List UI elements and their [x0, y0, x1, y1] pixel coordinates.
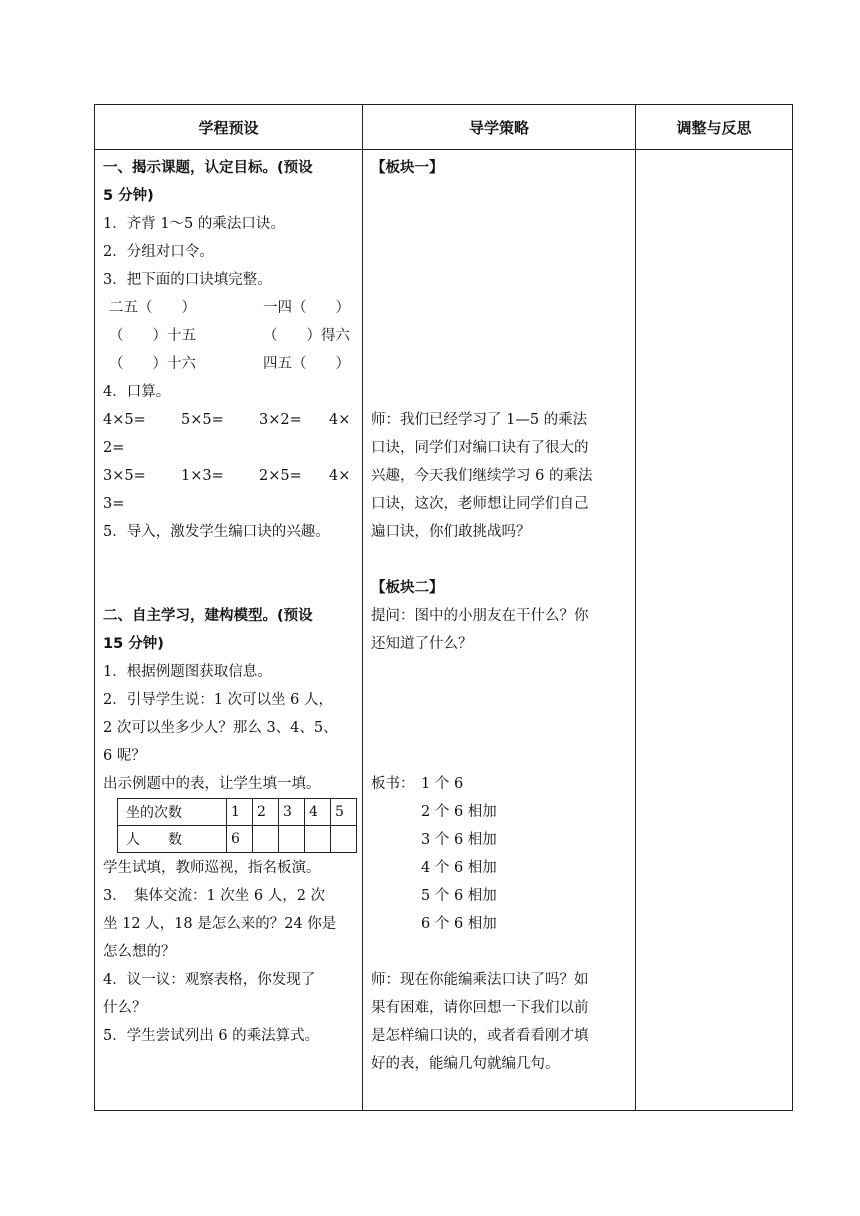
fill-blank: （ ）得六 [263, 328, 350, 344]
calc-item: 4×5= [103, 412, 146, 428]
step-line: 4．议一议：观察表格，你发现了 [103, 972, 316, 988]
lesson-plan-table [94, 104, 793, 1111]
section2-title: 二、自主学习，建构模型。(预设 [103, 608, 313, 624]
table-cell: 3 [279, 799, 305, 826]
header-col1: 学程预设 [95, 105, 363, 150]
teacher-line: 兴趣，今天我们继续学习 6 的乘法 [371, 468, 593, 484]
step-line: 坐 12 人，18 是怎么来的？24 你是 [103, 916, 337, 932]
section1-title-cont: 5 分钟) [103, 188, 154, 204]
table-cell: 1 [227, 799, 253, 826]
step-line: 4．口算。 [103, 384, 171, 400]
table-row [118, 826, 357, 853]
col1-content [95, 150, 362, 1110]
teacher-line: 遍口诀，你们敢挑战吗？ [371, 524, 531, 540]
block-title: 【板块一】 [371, 160, 444, 176]
question-line: 还知道了什么？ [371, 636, 473, 652]
fill-blank: 二五（ ） [109, 300, 196, 316]
table-cell: 2 [253, 799, 279, 826]
fill-blank: （ ）十五 [109, 328, 196, 344]
calc-item: 2×5= [259, 468, 302, 484]
board-item: 1 个 6 [421, 776, 464, 792]
step-line: 2 次可以坐多少人？那么 3、4、5、 [103, 720, 338, 736]
board-item: 2 个 6 相加 [421, 804, 497, 820]
table-cell [305, 826, 331, 853]
table-cell: 5 [331, 799, 357, 826]
step-line: 3．把下面的口诀填完整。 [103, 272, 272, 288]
header-col3: 调整与反思 [636, 105, 793, 150]
board-item: 3 个 6 相加 [421, 832, 497, 848]
calc-item: 4× [329, 468, 351, 484]
col3-content [636, 150, 792, 1110]
table-cell: 4 [305, 799, 331, 826]
teacher-line: 果有困难，请你回想一下我们以前 [371, 1000, 589, 1016]
calc-item-wrap: 3= [103, 496, 125, 512]
step-line: 1．根据例题图获取信息。 [103, 664, 272, 680]
col1-cell [95, 150, 363, 1111]
col2-content [363, 150, 635, 1110]
table-cell [331, 826, 357, 853]
step-line: 3． 集体交流：1 次坐 6 人，2 次 [103, 888, 326, 904]
step-line: 5．学生尝试列出 6 的乘法算式。 [103, 1028, 320, 1044]
fill-blank: （ ）十六 [109, 356, 196, 372]
calc-item: 3×2= [259, 412, 302, 428]
content-row [95, 150, 793, 1111]
board-item: 5 个 6 相加 [421, 888, 497, 904]
calc-item: 1×3= [181, 468, 224, 484]
table-cell: 6 [227, 826, 253, 853]
teacher-line: 师：我们已经学习了 1—5 的乘法 [371, 412, 588, 428]
teacher-line: 好的表，能编几句就编几句。 [371, 1056, 560, 1072]
teacher-line: 是怎样编口诀的，或者看看刚才填 [371, 1028, 589, 1044]
calc-item: 3×5= [103, 468, 146, 484]
header-col2: 导学策略 [363, 105, 636, 150]
step-line: 2．分组对口令。 [103, 244, 214, 260]
table-row-label: 人 数 [118, 826, 227, 853]
step-line: 1．齐背 1～5 的乘法口诀。 [103, 216, 285, 232]
header-row [95, 105, 793, 150]
fill-blank: 四五（ ） [263, 356, 350, 372]
step-line: 6 呢？ [103, 748, 146, 764]
teacher-line: 口诀，同学们对编口诀有了很大的 [371, 440, 589, 456]
section2-title-cont: 15 分钟) [103, 636, 164, 652]
col3-cell [636, 150, 793, 1111]
calc-item: 5×5= [181, 412, 224, 428]
board-item: 6 个 6 相加 [421, 916, 497, 932]
calc-item-wrap: 2= [103, 440, 125, 456]
board-item: 4 个 6 相加 [421, 860, 497, 876]
table-cell [279, 826, 305, 853]
teacher-line: 师：现在你能编乘法口诀了吗？如 [371, 972, 589, 988]
block-title: 【板块二】 [371, 580, 444, 596]
step-line: 学生试填，教师巡视，指名板演。 [103, 860, 321, 876]
col2-cell [363, 150, 636, 1111]
board-label: 板书： [371, 776, 415, 792]
step-line: 出示例题中的表，让学生填一填。 [103, 776, 321, 792]
table-row-label: 坐的次数 [118, 799, 227, 826]
fill-blank: 一四（ ） [263, 300, 350, 316]
section1-title: 一、揭示课题，认定目标。(预设 [103, 160, 313, 176]
ride-count-table [117, 798, 357, 853]
calc-item: 4× [329, 412, 351, 428]
teacher-line: 口诀，这次，老师想让同学们自己 [371, 496, 589, 512]
question-line: 提问：图中的小朋友在干什么？你 [371, 608, 589, 624]
table-row [118, 799, 357, 826]
table-cell [253, 826, 279, 853]
step-line: 5．导入，激发学生编口诀的兴趣。 [103, 524, 330, 540]
step-line: 怎么想的？ [103, 944, 176, 960]
step-line: 2．引导学生说：1 次可以坐 6 人， [103, 692, 334, 708]
step-line: 什么？ [103, 1000, 147, 1016]
